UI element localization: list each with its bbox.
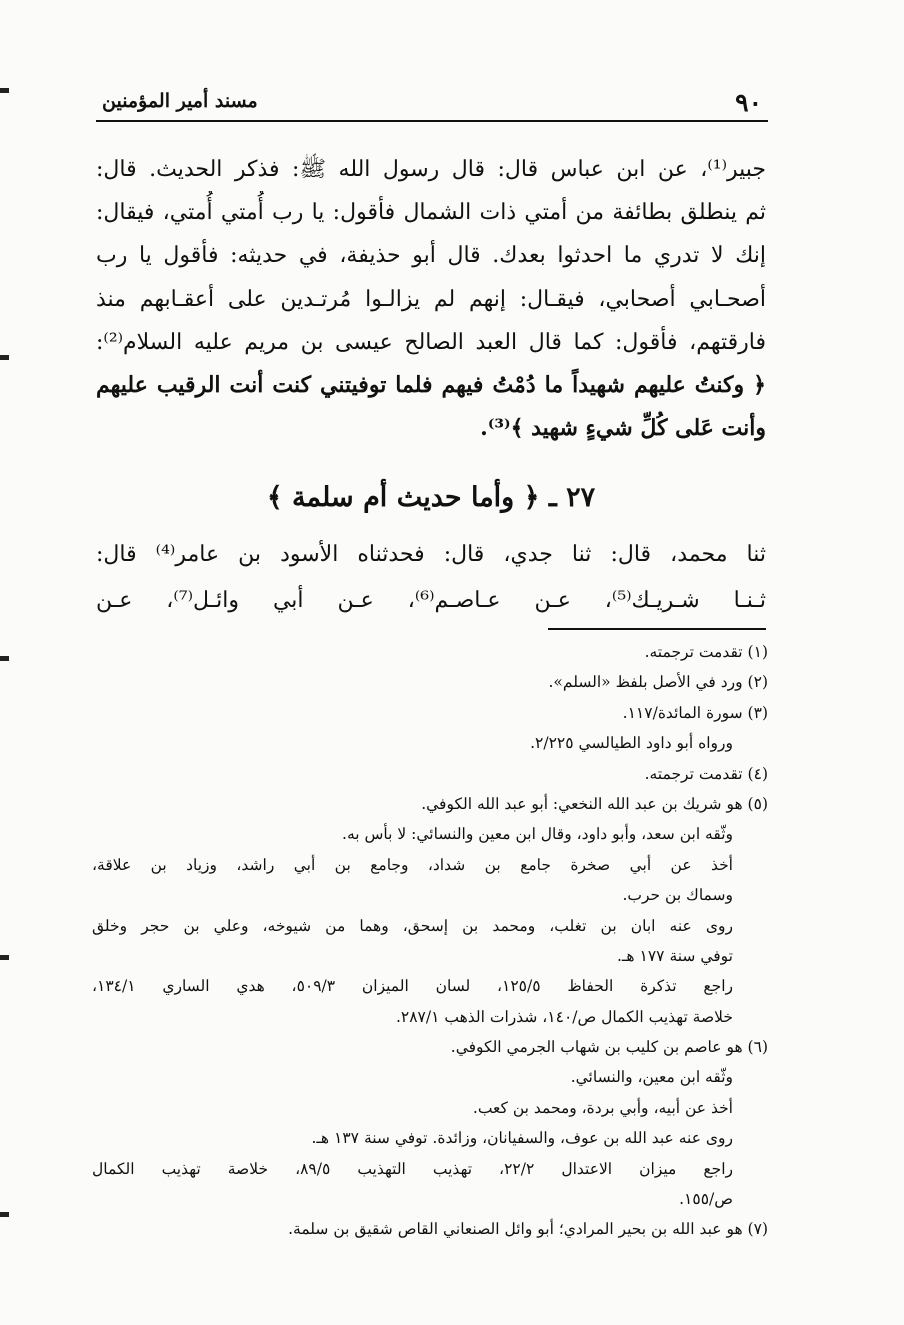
- footnote-line: وثّقه ابن معين، والنسائي.: [570, 1068, 733, 1087]
- text-line: ثنا محمد، قال: ثنا جدي، قال: فحدثناه الأسود بن عامر⁽⁴⁾ قال:: [96, 542, 766, 567]
- scan-margin-mark: [0, 355, 9, 360]
- footnote-line: ورواه أبو داود الطيالسي ٢/٢٢٥.: [530, 734, 733, 753]
- footnote-line: أخذ عن أبي صخرة جامع بن شداد، وجامع بن أبي راشد، وزياد بن علاقة،: [92, 855, 733, 874]
- footnote-line: (٧) هو عبد الله بن بحير المرادي؛ أبو وائل الصنعاني القاص شقيق بن سلمة.: [288, 1220, 768, 1239]
- footnote-line: (٣) سورة المائدة/١١٧.: [622, 703, 768, 722]
- text-line: ثـنـا شـريـك⁽⁵⁾، عـن عـاصـم⁽⁶⁾، عـن أبي وائـل⁽⁷⁾، عـن: [96, 588, 766, 613]
- footnote-line: راجع ميزان الاعتدال ٢٢/٢، تهذيب التهذيب ٨٩/٥، خلاصة تهذيب الكمال: [92, 1159, 734, 1178]
- footnote-line: خلاصة تهذيب الكمال ص/١٤٠، شذرات الذهب ٢٨٧/١.: [395, 1007, 733, 1026]
- section-heading: ٢٧ ـ ﴿ وأما حديث أم سلمة ﴾: [266, 482, 596, 513]
- main-text: [96, 148, 766, 450]
- footnote-line: توفي سنة ١٧٧ هـ.: [616, 946, 733, 965]
- footnote-line: راجع تذكرة الحفاظ ١٢٥/٥، لسان الميزان ٥٠٩/٣، هدي الساري ١٣٤/١،: [92, 977, 733, 996]
- scan-margin-mark: [0, 1212, 9, 1217]
- scan-margin-mark: [0, 955, 9, 960]
- text-line: جبير⁽¹⁾، عن ابن عباس قال: قال رسول الله ﷺ: فذكر الحديث. قال:: [96, 157, 766, 182]
- footnote-line: (١) تقدمت ترجمته.: [644, 643, 768, 661]
- footnote-line: (٤) تقدمت ترجمته.: [644, 764, 768, 783]
- footnote-line: وسماك بن حرب.: [622, 886, 733, 905]
- text-line: أصحـابي أصحابي، فيقـال: إنهم لم يزالـوا مُرتـدين على أعقـابهم منذ: [96, 286, 766, 312]
- text-line: ثم ينطلق بطائفة من أمتي ذات الشمال فأقول: يا رب أُمتي أُمتي، فيقال:: [96, 200, 766, 226]
- footnote-line: روى عنه ابان بن تغلب، ومحمد بن إسحق، وهما من شيوخه، وعلي بن حجر وخلق: [92, 916, 733, 935]
- section-text: [96, 532, 766, 624]
- text-line: إنك لا تدري ما احدثوا بعدك. قال أبو حذيفة، في حديثه: فأقول يا رب: [96, 243, 766, 269]
- header-rule: [96, 120, 768, 122]
- footnote-line: روى عنه عبد الله بن عوف، والسفيانان، وزائدة. توفي سنة ١٣٧ هـ.: [311, 1129, 733, 1148]
- footnote-line: وثّقه ابن سعد، وأبو داود، وقال ابن معين والنسائي: لا بأس به.: [342, 825, 733, 844]
- quran-verse-line: وأنت عَلى كُلِّ شيءٍ شهيد ﴾⁽³⁾.: [480, 415, 766, 442]
- page-number: ٩٠: [735, 88, 762, 117]
- scan-margin-mark: [0, 88, 9, 93]
- footnote-line: (٢) ورد في الأصل بلفظ «السلم».: [548, 673, 768, 692]
- footnote-line: ص/١٥٥.: [679, 1190, 733, 1209]
- footnote-line: (٥) هو شريك بن عبد الله النخعي: أبو عبد الله الكوفي.: [421, 794, 768, 813]
- page-header: [96, 82, 768, 118]
- scan-margin-mark: [0, 656, 9, 661]
- footnote-rule: [548, 628, 766, 630]
- footnotes: [92, 637, 768, 1245]
- footnote-line: أخذ عن أبيه، وأبي بردة، ومحمد بن كعب.: [472, 1098, 733, 1117]
- running-title: مسند أمير المؤمنين: [102, 90, 258, 112]
- quran-verse-line: ﴿ وكنتُ عليهم شهيداً ما دُمْتُ فيهم فلما توفيتني كنت أنت الرقيب عليهم: [96, 371, 766, 398]
- footnote-line: (٦) هو عاصم بن كليب بن شهاب الجرمي الكوفي.: [450, 1038, 768, 1057]
- text-line: فارقتهم، فأقول: كما قال العبد الصالح عيسى بن مريم عليه السلام⁽²⁾:: [96, 329, 766, 355]
